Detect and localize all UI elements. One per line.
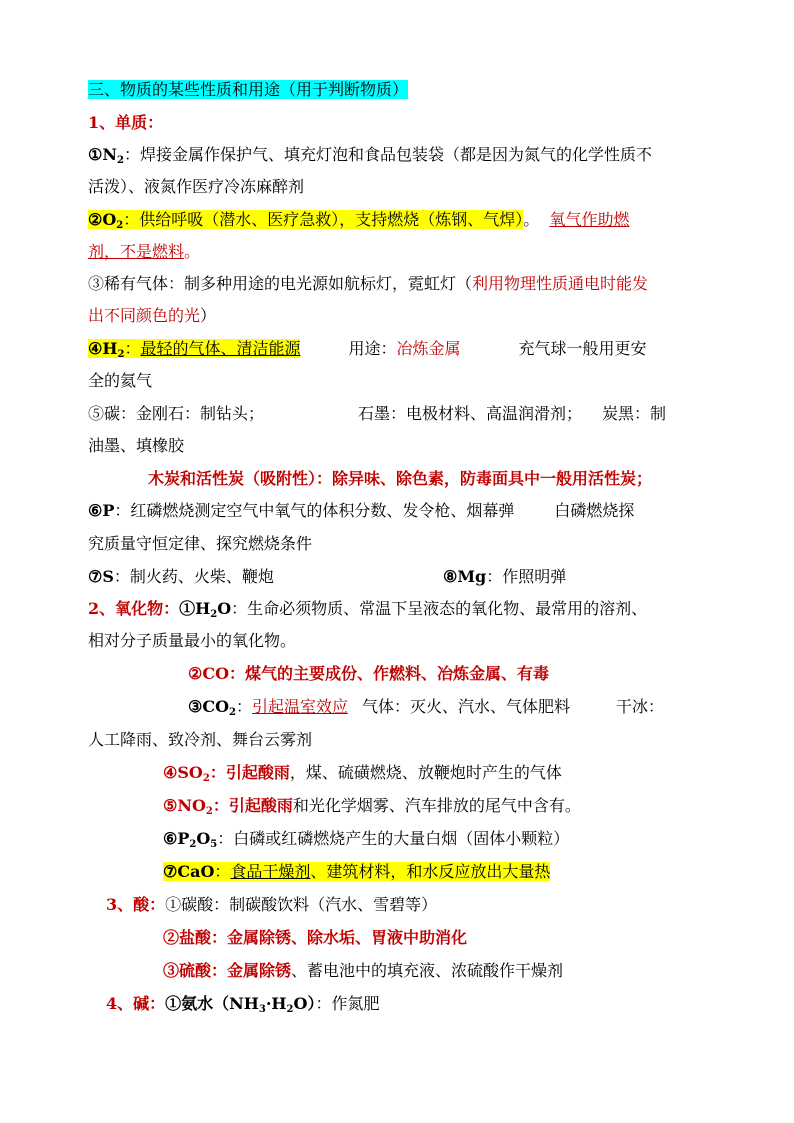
item-o2-line1: $②O_2$：供给呼吸（潜水、医疗急救），支持燃烧（炼钢、气焊）。 氧气作助燃 <box>88 210 630 231</box>
item-o2-line2: 剂，不是燃料。 <box>88 242 201 261</box>
item-rare-line2: 出不同颜色的光） <box>88 306 217 325</box>
rare-note: 利用物理性质通电时能发 <box>472 274 649 293</box>
cao-highlight: ⑦CaO：食品干燥剂、建筑材料，和水反应放出大量热 <box>163 862 551 881</box>
item-p2o5: $⑥P_2O_5$：白磷或红磷燃烧产生的大量白烟（固体小颗粒） <box>163 829 570 850</box>
co2-effect: 引起温室效应 <box>252 697 349 716</box>
item-rare-line1: ③稀有气体：制多种用途的电光源如航标灯，霓虹灯（利用物理性质通电时能发 <box>88 274 649 293</box>
item-base-line1: 4、碱：①氨水$(NH_3\cdot H_2O)$：作氮肥 <box>106 994 380 1015</box>
item-no2: $⑤NO_2$：引起酸雨和光化学烟雾、汽车排放的尾气中含有。 <box>163 796 581 817</box>
o2-note: 氧气作助燃 <box>549 210 630 229</box>
h2-use: 冶炼金属 <box>396 339 461 358</box>
item-h2-line2: 全的氦气 <box>88 371 153 390</box>
section-title: 三、物质的某些性质和用途（用于判断物质） <box>88 80 409 99</box>
item-h2so4: ③硫酸：金属除锈、蓄电池中的填充液、浓硫酸作干燥剂 <box>163 961 564 980</box>
n2-formula: $①N_2$ <box>88 145 124 166</box>
h2-highlight: $④H_2$：最轻的气体、清洁能源 <box>88 339 301 360</box>
item-n2-line1 <box>88 143 704 167</box>
heading-bases: 4、碱： <box>106 994 166 1013</box>
item-h2-line1: $④H_2$：最轻的气体、清洁能源 用途：冶炼金属 充气球一般用更安 <box>88 339 647 360</box>
item-c-charcoal: 木炭和活性炭（吸附性）：除异味、除色素，防毒面具中一般用活性炭； <box>148 469 653 488</box>
item-mg-line: ⑧Mg：作照明弹 <box>443 567 567 586</box>
heading-oxides: 2、氧化物： <box>88 599 180 618</box>
item-s-line: ⑦S：制火药、火柴、鞭炮 <box>88 567 274 586</box>
item-co2-line1: $③CO_2$：引起温室效应 气体：灭火、汽水、气体肥料 干冰： <box>188 697 665 718</box>
item-hcl: ②盐酸：金属除锈、除水垢、胃液中助消化 <box>163 928 468 947</box>
o2-highlight: $②O_2$：供给呼吸（潜水、医疗急救），支持燃烧（炼钢、气焊） <box>88 210 524 231</box>
section-title-line <box>88 78 704 102</box>
heading-acids: 3、酸： <box>106 895 166 914</box>
item-c-line1: ⑤碳：金刚石：制钻头； 石墨：电极材料、高温润滑剂； 炭黑：制 <box>88 404 667 423</box>
item-cao <box>163 860 704 884</box>
item-h2o-line2: 相对分子质量最小的氧化物。 <box>88 631 297 650</box>
item-p-line1: ⑥P：红磷燃烧测定空气中氧气的体积分数、发令枪、烟幕弹 白磷燃烧探 <box>88 501 635 520</box>
item-so2: $④SO_2$：引起酸雨，煤、硫磺燃烧、放鞭炮时产生的气体 <box>163 763 562 784</box>
n2-text: ：焊接金属作保护气、填充灯泡和食品包装袋（都是因为氮气的化学性质不 <box>123 145 652 164</box>
item-c-line2: 油墨、填橡胶 <box>88 436 185 455</box>
heading-elements: 1、单质： <box>88 113 164 132</box>
item-co: ②CO：煤气的主要成份、作燃料、冶炼金属、有毒 <box>188 664 550 683</box>
item-co2-line2: 人工降雨、致冷剂、舞台云雾剂 <box>88 730 313 749</box>
item-acid-line1: 3、酸：①碳酸：制碳酸饮料（汽水、雪碧等） <box>106 895 438 914</box>
item-n2-line2: 活泼）、液氮作医疗冷冻麻醉剂 <box>88 177 305 196</box>
item-h2o-line1: 2、氧化物：$①H_2O$：生命必须物质、常温下呈液态的氧化物、最常用的溶剂、 <box>88 599 648 620</box>
item-p-line2: 究质量守恒定律、探究燃烧条件 <box>88 534 313 553</box>
